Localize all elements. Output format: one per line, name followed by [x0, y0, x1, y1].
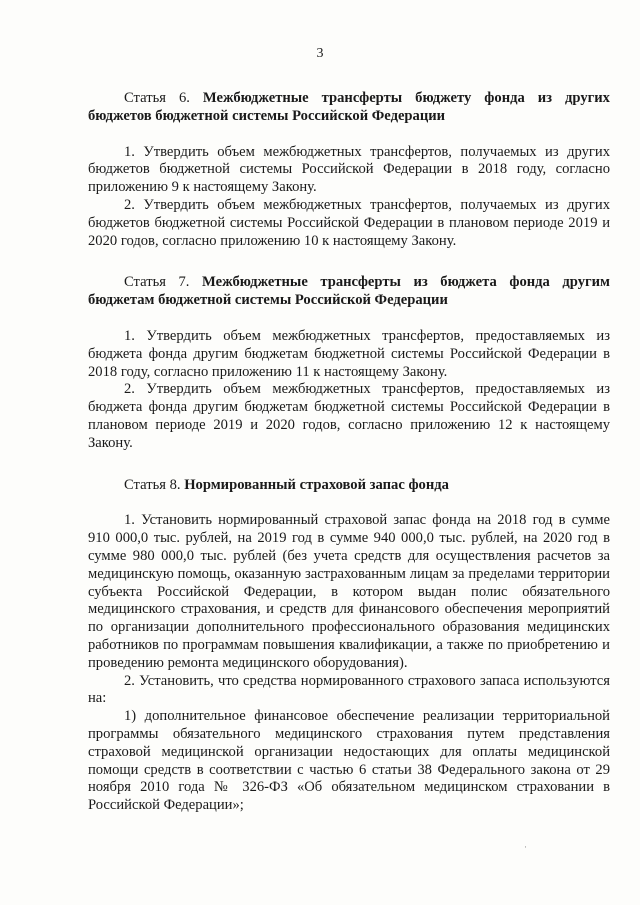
document-body — [88, 90, 610, 815]
article-8-paragraph-3: 1) дополнительное финансовое обеспечение реализации территориальной программы обязательного медицинского страхования путем представления страховой медицинской организации недостающих для оплаты медицинской помощи средств в соответствии с частью 6 статьи 38 Федерального закона от 29 ноября 2010 года № 326-ФЗ «Об обязательном медицинском страховании в Российской Федерации»; — [88, 708, 610, 814]
article-7-title: Межбюджетные трансферты из бюджета фонда другим бюджетам бюджетной системы Российской Федерации — [88, 274, 610, 309]
article-7-paragraph-1: 1. Утвердить объем межбюджетных трансфертов, предоставляемых из бюджета фонда другим бюджетам бюджетной системы Российской Федерации в 2018 году, согласно приложению 11 к настоящему Закону. — [88, 327, 610, 380]
page-number: 3 — [316, 46, 324, 61]
article-7-label: Статья 7. — [124, 274, 190, 291]
scan-mark: · — [524, 842, 527, 852]
article-8-label: Статья 8. — [124, 476, 181, 493]
article-8-paragraph-1: 1. Установить нормированный страховой запас фонда на 2018 год в сумме 910 000,0 тыс. рублей, на 2019 год в сумме 940 000,0 тыс. рублей, на 2020 год в сумме 980 000,0 тыс. рублей (без учета средств для осуществления расчетов за медицинскую помощь, оказанную застрахованным лицам за пределами территории субъекта Российской Федерации, в котором выдан полис обязательного медицинского страхования, и средств для финансового обеспечения мероприятий по организации дополнительного профессионального образования медицинских работников по программам повышения квалификации, а также по приобретению и проведению ремонта медицинского оборудования). — [88, 512, 610, 671]
article-6-label: Статья 6. — [124, 90, 190, 106]
article-7-paragraph-2: 2. Утвердить объем межбюджетных трансфертов, предоставляемых из бюджета фонда другим бюджетам бюджетной системы Российской Федерации в плановом периоде 2019 и 2020 годов, согласно приложению 12 к настоящему Закону. — [88, 381, 610, 451]
article-7-heading — [88, 274, 610, 310]
article-6-title: Межбюджетные трансферты бюджету фонда из других бюджетов бюджетной системы Российской Федерации — [88, 90, 610, 124]
article-8-title: Нормированный страховой запас фонда — [184, 476, 449, 493]
article-6-paragraph-2: 2. Утвердить объем межбюджетных трансфертов, получаемых из других бюджетов бюджетной системы Российской Федерации в плановом периоде 2019 и 2020 годов, согласно приложению 10 к настоящему Закону. — [88, 196, 610, 249]
article-6-paragraph-1: 1. Утвердить объем межбюджетных трансфертов, получаемых из других бюджетов бюджетной системы Российской Федерации в 2018 году, согласно приложению 9 к настоящему Закону. — [88, 143, 610, 196]
article-8-paragraph-2: 2. Установить, что средства нормированного страхового запаса используются на: — [88, 672, 610, 707]
article-6-heading — [88, 90, 610, 126]
article-8-heading — [88, 477, 610, 495]
